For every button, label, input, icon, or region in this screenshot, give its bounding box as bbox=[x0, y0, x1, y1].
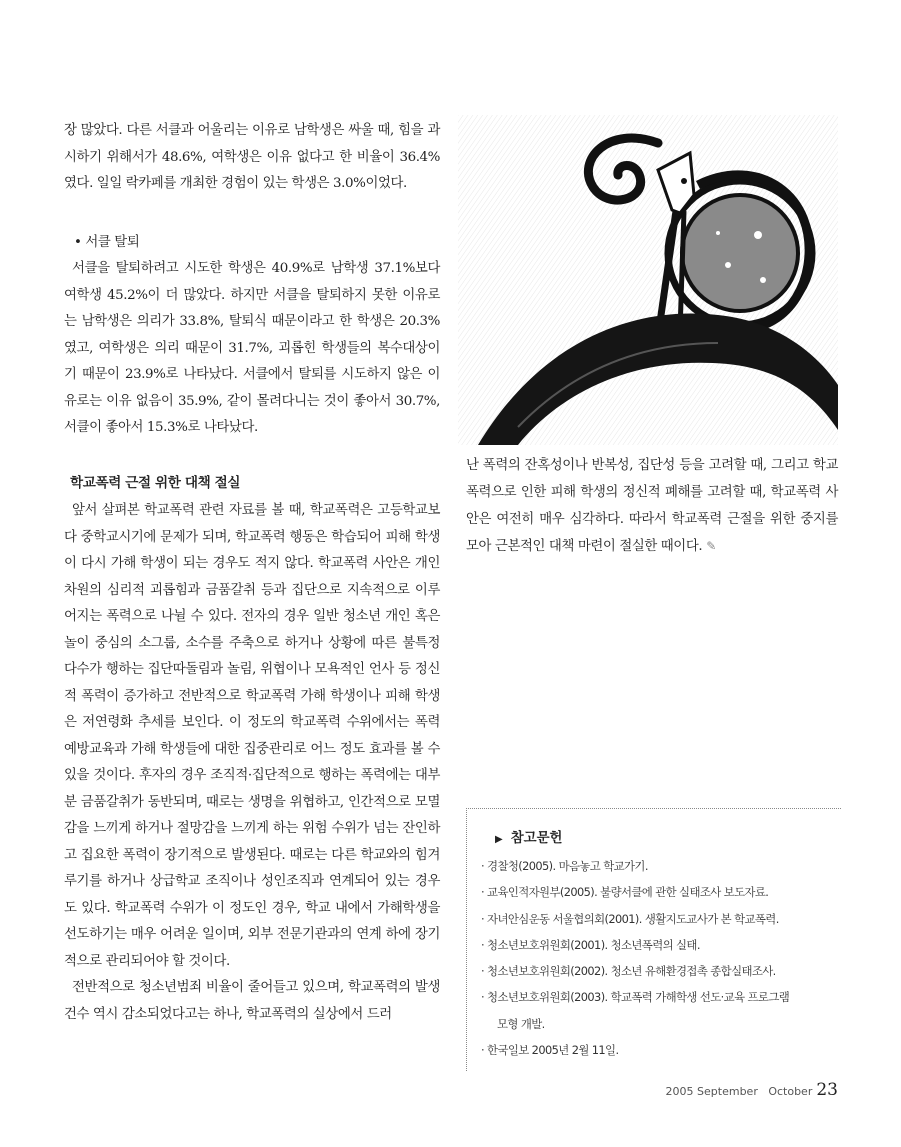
right-column bbox=[466, 452, 838, 560]
moon-figure-illustration bbox=[458, 115, 838, 445]
reference-item: · 청소년보호위원회(2003). 학교폭력 가해학생 선도·교육 프로그램 bbox=[481, 990, 790, 1005]
left-column bbox=[64, 118, 440, 1028]
references-title bbox=[495, 827, 562, 846]
bullet-paragraph: 서클을 탈퇴하려고 시도한 학생은 40.9%로 남학생 37.1%보다 여학생 45.2%이 더 많았다. 하지만 서클을 탈퇴하지 못한 이유로는 남학생은 의리가 33.8%, 탈퇴식 때문이라고 한 학생은 20.3%였고, 여학생은 의리 때문이 31.7%, 괴롭힌 학생들의 복수대상이기 때문이 23.9%로 나타났다. 서클에서 탈퇴를 시도하지 않은 이유로는 이유 없음이 35.9%, 같이 몰려다니는 것이 좋아서 30.7%, 서클이 좋아서 15.3%로 나타났다. bbox=[64, 261, 440, 435]
references-title-text: 참고문헌 bbox=[510, 831, 563, 846]
intro-paragraph: 장 많았다. 다른 서클과 어울리는 이유로 남학생은 싸울 때, 힘을 과시하기 위해서가 48.6%, 여학생은 이유 없다고 한 비율이 36.4%였다. 일일 락카페를 개최한 경험이 있는 학생은 3.0%이었다. bbox=[64, 123, 440, 191]
triangle-bullet-icon: ▶ bbox=[495, 834, 503, 845]
reference-item: · 교육인적자원부(2005). 불량서클에 관한 실태조사 보도자료. bbox=[481, 885, 769, 900]
reference-item: · 자녀안심운동 서울협의회(2001). 생활지도교사가 본 학교폭력. bbox=[481, 911, 779, 926]
references-list bbox=[481, 853, 837, 1063]
section-heading: 학교폭력 근절 위한 대책 절실 bbox=[70, 474, 241, 491]
bullet-heading: • 서클 탈퇴 bbox=[74, 234, 140, 250]
issue-date: 2005 September October bbox=[665, 1085, 813, 1098]
reference-item: · 청소년보호위원회(2001). 청소년폭력의 실태. bbox=[481, 937, 700, 952]
reference-item: · 한국일보 2005년 2월 11일. bbox=[481, 1043, 619, 1058]
page-footer bbox=[666, 1080, 838, 1100]
reference-item-continuation: 모형 개발. bbox=[497, 1016, 545, 1031]
page-number: 23 bbox=[816, 1080, 838, 1100]
continuation-text: 난 폭력의 잔혹성이나 반복성, 집단성 등을 고려할 때, 그리고 학교폭력으로 인한 피해 학생의 정신적 폐해를 고려할 때, 학교폭력 사안은 여전히 매우 심각하다. 따라서 학교폭력 근절을 위한 중지를 모아 근본적인 대책 마련이 절실한 때이다. bbox=[466, 458, 838, 554]
section-paragraph-1: 앞서 살펴본 학교폭력 관련 자료를 볼 때, 학교폭력은 고등학교보다 중학교시기에 문제가 되며, 학교폭력 행동은 학습되어 피해 학생이 다시 가해 학생이 되는 경우도 적지 않다. 학교폭력 사안은 개인 차원의 심리적 괴롭힘과 금품갈취 등과 집단으로 지속적으로 이루어지는 폭력으로 나뉠 수 있다. 전자의 경우 일반 청소년 개인 혹은 놀이 중심의 소그룹, 소수를 주축으로 하거나 상황에 따른 불특정 다수가 행하는 집단따돌림과 놀림, 위협이나 모욕적인 언사 등 정신적 폭력이 증가하고 전반적으로 학교폭력 가해 학생이나 피해 학생은 저연령화 추세를 보인다. 이 정도의 학교폭력 수위에서는 폭력 예방교육과 가해 학생들에 대한 집중관리로 어느 정도 효과를 볼 수 있을 것이다. 후자의 경우 조직적·집단적으로 행하는 폭력에는 대부분 금품갈취가 동반되며, 때로는 생명을 위협하고, 인간적으로 모멸감을 느끼게 하거나 절망감을 느끼게 하는 위험 수위가 넘는 잔인하고 집요한 폭력이 장기적으로 발생된다. 때로는 다른 학교와의 힘겨루기를 하거나 상급학교 조직이나 성인조직과 연계되어 있는 경우도 있다. 학교폭력 수위가 이 정도인 경우, 학교 내에서 가해학생을 선도하기는 매우 어려운 일이며, 외부 전문기관과의 연계 하에 장기적으로 관리되어야 할 것이다. bbox=[64, 503, 440, 969]
illustration bbox=[458, 115, 838, 445]
reference-item: · 경찰청(2005). 마음놓고 학교가기. bbox=[481, 859, 648, 873]
section-paragraph-2: 전반적으로 청소년범죄 비율이 줄어들고 있으며, 학교폭력의 발생건수 역시 감소되었다고는 하나, 학교폭력의 실상에서 드러 bbox=[64, 980, 440, 1022]
bird-end-mark-icon: ✎ bbox=[706, 539, 716, 553]
reference-item: · 청소년보호위원회(2002). 청소년 유해환경접촉 종합실태조사. bbox=[481, 964, 776, 979]
references-box bbox=[466, 808, 841, 1071]
continuation-paragraph bbox=[466, 452, 838, 560]
